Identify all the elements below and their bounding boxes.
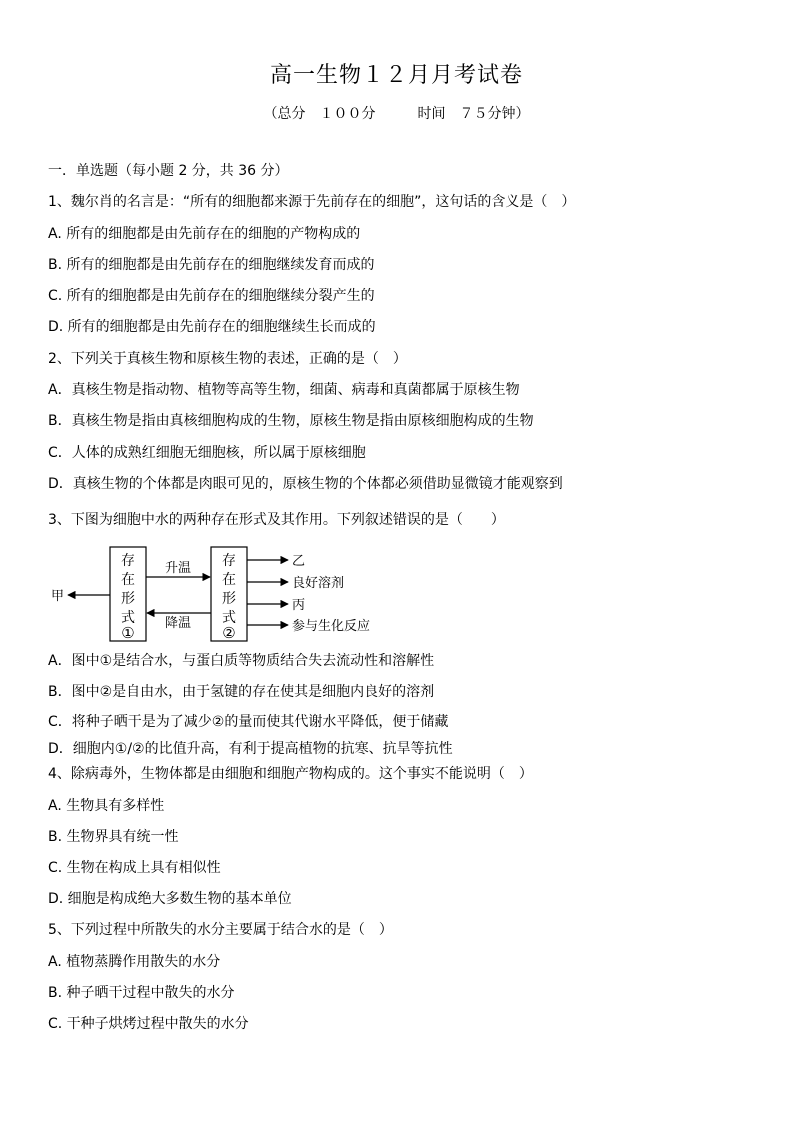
form-2-char-2: 在 (222, 572, 236, 588)
question-stem-2: 2、下列关于真核生物和原核生物的表述，正确的是（ ） (48, 351, 407, 367)
right-output-label-3: 丙 (292, 598, 306, 613)
form-1-char-3: 形 (121, 591, 135, 607)
form-1-char-4: 式 (121, 610, 135, 626)
q1-option-d: D. 所有的细胞都是由先前存在的细胞继续生长而成的 (48, 319, 376, 335)
left-output-label: 甲 (51, 589, 65, 604)
q4-option-d: D. 细胞是构成绝大多数生物的基本单位 (48, 891, 292, 907)
q5-option-a: A. 植物蒸腾作用散失的水分 (48, 954, 221, 970)
q3-option-a: A．图中①是结合水，与蛋白质等物质结合失去流动性和溶解性 (48, 653, 435, 669)
right-output-label-2: 良好溶剂 (292, 576, 345, 591)
water-forms-diagram (48, 545, 393, 645)
q2-option-d: D．真核生物的个体都是肉眼可见的，原核生物的个体都必须借助显微镜才能观察到 (48, 476, 563, 492)
q4-option-b: B. 生物界具有统一性 (48, 829, 179, 845)
q4-option-c: C. 生物在构成上具有相似性 (48, 860, 221, 876)
form-2-char-3: 形 (222, 591, 236, 607)
q2-option-c: C．人体的成熟红细胞无细胞核，所以属于原核细胞 (48, 445, 366, 461)
q1-option-a: A. 所有的细胞都是由先前存在的细胞的产物构成的 (48, 226, 361, 242)
right-output-label-4: 参与生化反应 (292, 619, 371, 634)
q1-option-b: B. 所有的细胞都是由先前存在的细胞继续发育而成的 (48, 257, 375, 273)
right-output-label-1: 乙 (292, 554, 306, 569)
q1-option-c: C. 所有的细胞都是由先前存在的细胞继续分裂产生的 (48, 288, 375, 304)
exam-info: （总分 １００分 时间 ７５分钟） (263, 106, 530, 122)
form-2-char-4: 式 (222, 610, 236, 626)
cool-label: 降温 (164, 616, 192, 631)
q3-option-b: B．图中②是自由水，由于氢键的存在使其是细胞内良好的溶剂 (48, 684, 435, 700)
question-stem-3: 3、下图为细胞中水的两种存在形式及其作用。下列叙述错误的是（ ） (48, 512, 505, 528)
heat-label: 升温 (164, 561, 192, 576)
q5-option-c: C. 干种子烘烤过程中散失的水分 (48, 1016, 249, 1032)
form-1-char-2: 在 (121, 572, 135, 588)
q3-option-c: C．将种子晒干是为了减少②的量而使其代谢水平降低，便于储藏 (48, 714, 449, 730)
q4-option-a: A. 生物具有多样性 (48, 798, 165, 814)
section-heading: 一．单选题（每小题 2 分，共 36 分） (48, 163, 289, 179)
form-1-char-1: 存 (121, 553, 135, 569)
form-2-char-5: ② (222, 624, 236, 642)
question-stem-4: 4、除病毒外，生物体都是由细胞和细胞产物构成的。这个事实不能说明（ ） (48, 766, 533, 782)
q5-option-b: B. 种子晒干过程中散失的水分 (48, 985, 235, 1001)
question-stem-5: 5、下列过程中所散失的水分主要属于结合水的是（ ） (48, 922, 393, 938)
q3-option-d: D．细胞内①/②的比值升高，有利于提高植物的抗寒、抗旱等抗性 (48, 741, 453, 757)
q2-option-a: A．真核生物是指动物、植物等高等生物，细菌、病毒和真菌都属于原核生物 (48, 382, 520, 398)
form-1-char-5: ① (121, 624, 135, 642)
page-title: 高一生物１２月月考试卷 (269, 63, 523, 88)
form-2-char-1: 存 (222, 553, 236, 569)
q2-option-b: B．真核生物是指由真核细胞构成的生物，原核生物是指由原核细胞构成的生物 (48, 413, 534, 429)
question-stem-1: 1、魏尔肖的名言是：“所有的细胞都来源于先前存在的细胞”，这句话的含义是（ ） (48, 194, 576, 210)
